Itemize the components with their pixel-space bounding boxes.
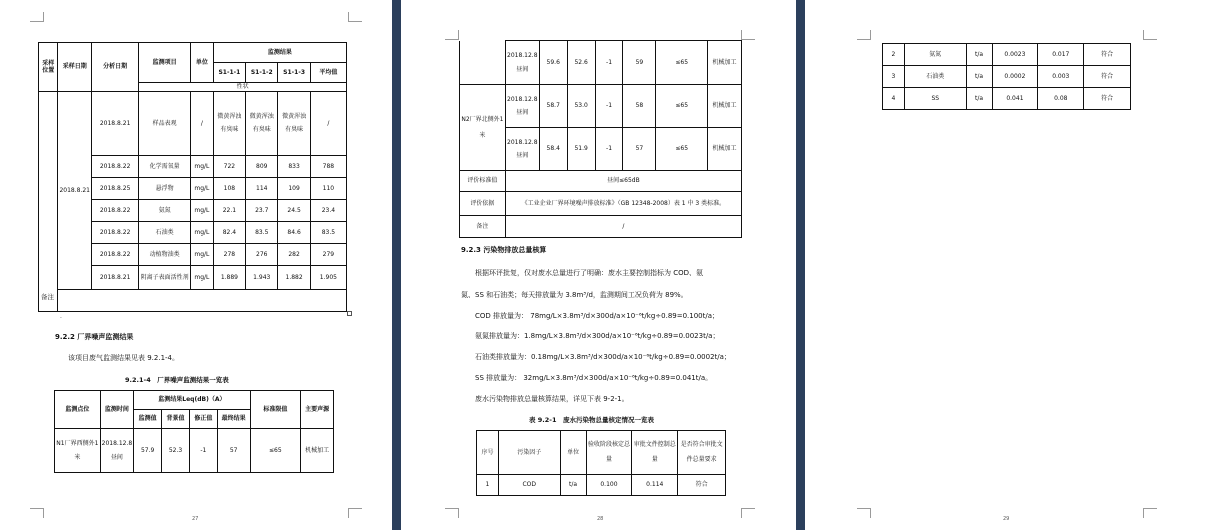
col-header-avg: 平均值 (310, 63, 346, 83)
paragraph: 该项目废气监测结果见表 9.2.1-4。 (68, 354, 180, 362)
col-header-measured: 监测值 (134, 410, 162, 429)
cell: 276 (246, 244, 278, 266)
crop-mark (857, 508, 871, 518)
cell: -1 (189, 429, 217, 473)
cell: 2018.8.21 (91, 266, 138, 290)
crop-mark (1143, 30, 1157, 40)
cell: 氨氮 (139, 200, 191, 222)
cell: 氨氮 (904, 44, 966, 66)
cell: 52.3 (162, 429, 190, 473)
cell: 2018.8.22 (91, 200, 138, 222)
table-row (883, 44, 1131, 66)
document-page-29 (805, 0, 1205, 530)
cell: 23.4 (310, 200, 346, 222)
cell: 昼间≤65dB (505, 171, 741, 192)
crop-mark (857, 30, 871, 40)
col-header-area: 采样位置 (39, 43, 58, 92)
cell: 3 (883, 66, 905, 88)
crop-mark (741, 508, 755, 518)
cell: 0.041 (992, 88, 1038, 110)
col-header-source: 主要声源 (301, 391, 334, 429)
col-header-date: 采样日期 (58, 43, 92, 92)
cell: 84.6 (278, 222, 310, 244)
cell: 51.9 (567, 128, 595, 171)
cell: 评价依据 (460, 192, 506, 216)
cell: 278 (213, 244, 245, 266)
subheader-appearance: 性状 (139, 83, 347, 92)
paragraph-line: 石油类排放量为：0.18mg/L×3.8m³/d×300d/a×10⁻⁶t/kg÷0.89=0.0002t/a； (475, 353, 731, 361)
cell: 282 (278, 244, 310, 266)
cell: mg/L (190, 178, 213, 200)
cell: 0.017 (1038, 44, 1084, 66)
cell: 24.5 (278, 200, 310, 222)
cell: / (310, 92, 346, 156)
table-row (460, 85, 742, 128)
cell: t/a (966, 66, 992, 88)
page-number: 27 (192, 516, 199, 522)
cell: 阴离子表面活性剂 (139, 266, 191, 290)
cell: 59 (623, 41, 656, 85)
cell: 石油类 (139, 222, 191, 244)
section-heading: 9.2.2 厂界噪声监测结果 (55, 333, 134, 341)
noise-results-table (54, 390, 334, 473)
crop-mark (1143, 508, 1157, 518)
cell: 110 (310, 178, 346, 200)
cell: 悬浮物 (139, 178, 191, 200)
cell: 1.905 (310, 266, 346, 290)
cell: 809 (246, 156, 278, 178)
table-row (883, 66, 1131, 88)
cell: ≤65 (250, 429, 301, 473)
cell: 83.5 (310, 222, 346, 244)
cell: ≤65 (656, 85, 708, 128)
table-resize-handle[interactable] (347, 311, 352, 316)
cell: 机械加工 (708, 128, 742, 171)
cell: 机械加工 (708, 85, 742, 128)
cell: 评价标准值 (460, 171, 506, 192)
cell: 22.1 (213, 200, 245, 222)
table-row (39, 92, 347, 156)
cell: 备注 (460, 216, 506, 238)
cell: 样品表观 (139, 92, 191, 156)
col-header-time: 监测时间 (100, 391, 134, 429)
col-header-s3: S1-1-3 (278, 63, 310, 83)
cell: COD (498, 475, 560, 496)
cell: 2018.12.8昼间 (100, 429, 134, 473)
table-row (460, 171, 742, 192)
col-header-background: 背景值 (162, 410, 190, 429)
col-header-item: 监测项目 (139, 43, 191, 83)
cell: 833 (278, 156, 310, 178)
cell: 1 (477, 475, 499, 496)
cell: 58.4 (539, 128, 567, 171)
section-heading: 9.2.3 污染物排放总量核算 (461, 246, 547, 254)
col-header-approve: 审批文件控制总量 (632, 431, 678, 475)
cell: mg/L (190, 200, 213, 222)
cell: 57 (217, 429, 250, 473)
cell: 57.9 (134, 429, 162, 473)
cell: 微黄浑浊有臭味 (246, 92, 278, 156)
wastewater-results-table (38, 42, 347, 312)
cell: -1 (595, 128, 623, 171)
cell: 722 (213, 156, 245, 178)
table-row (460, 192, 742, 216)
pollutant-total-table (476, 430, 726, 496)
paragraph-line: 根据环评批复，仅对废水总量进行了明确：废水主要控制指标为 COD、氨 (475, 269, 704, 277)
cell: 83.5 (246, 222, 278, 244)
col-header-ok: 是否符合审批文件总量要求 (678, 431, 726, 475)
cell: 2018.12.8昼间 (505, 85, 539, 128)
col-header-no: 序号 (477, 431, 499, 475)
cell: N2厂界北侧外1米 (460, 85, 506, 171)
cell: 化学需氧量 (139, 156, 191, 178)
cell: 1.889 (213, 266, 245, 290)
cell: 符合 (1084, 66, 1131, 88)
col-header-correction: 修正值 (189, 410, 217, 429)
col-header-final: 最终结果 (217, 410, 250, 429)
cell: 0.0023 (992, 44, 1038, 66)
cell: N1厂界西侧外1米 (55, 429, 101, 473)
cell: mg/L (190, 156, 213, 178)
cell: 0.0002 (992, 66, 1038, 88)
cell: mg/L (190, 266, 213, 290)
cell: 57 (623, 128, 656, 171)
cell: / (190, 92, 213, 156)
crop-mark (30, 12, 44, 22)
cell: 2018.8.22 (91, 244, 138, 266)
col-header-analysis-date: 分析日期 (91, 43, 138, 92)
noise-results-table-continued (459, 40, 742, 238)
col-header-point: 监测点位 (55, 391, 101, 429)
col-header-unit: 单位 (190, 43, 213, 83)
paragraph-line: 氮、SS 和石油类；每天排放量为 3.8m³/d，监测期间工况负荷为 89%。 (461, 291, 688, 299)
cell: 4 (883, 88, 905, 110)
cell: 0.100 (586, 475, 632, 496)
table-caption: 表 9.2-1 废水污染物总量核定情况一览表 (529, 416, 654, 424)
cell: 109 (278, 178, 310, 200)
cell: 2018.8.21 (91, 92, 138, 156)
col-header-result: 监测结果Leq(dB)（A） (134, 391, 250, 410)
document-page-27 (0, 0, 392, 530)
cell: 82.4 (213, 222, 245, 244)
cell: 2018.12.8昼间 (505, 41, 539, 85)
cell: ≤65 (656, 41, 708, 85)
cell: 动植物油类 (139, 244, 191, 266)
paragraph-line: 废水污染物排放总量核算结果，详见下表 9-2-1。 (475, 395, 629, 403)
page-number: 29 (1003, 516, 1010, 522)
table-row (460, 216, 742, 238)
cell: 53.0 (567, 85, 595, 128)
cell: 114 (246, 178, 278, 200)
cell: 微黄浑浊有臭味 (213, 92, 245, 156)
paragraph-mark: . (60, 313, 62, 320)
cell: 2018.8.22 (91, 156, 138, 178)
cell: 2018.8.25 (91, 178, 138, 200)
crop-mark (30, 508, 44, 518)
cell: 23.7 (246, 200, 278, 222)
cell: 《工业企业厂界环境噪声排放标准》（GB 12348-2008）表 1 中 3 类标准。 (505, 192, 741, 216)
table-row (477, 475, 726, 496)
cell: 2018.12.8昼间 (505, 128, 539, 171)
cell: 0.003 (1038, 66, 1084, 88)
table-row (55, 429, 334, 473)
col-header-s1: S1-1-1 (213, 63, 245, 83)
cell: 788 (310, 156, 346, 178)
cell: -1 (595, 85, 623, 128)
cell: 符合 (678, 475, 726, 496)
cell: 2 (883, 44, 905, 66)
cell: 108 (213, 178, 245, 200)
cell: 0.08 (1038, 88, 1084, 110)
pollutant-total-table-continued (882, 43, 1131, 110)
crop-mark (445, 30, 459, 40)
col-header-s2: S1-1-2 (246, 63, 278, 83)
cell: 279 (310, 244, 346, 266)
crop-mark (348, 12, 362, 22)
page-number: 28 (597, 516, 604, 522)
cell: 59.6 (539, 41, 567, 85)
cell: 石油类 (904, 66, 966, 88)
cell: mg/L (190, 222, 213, 244)
cell: SS (904, 88, 966, 110)
cell: 符合 (1084, 44, 1131, 66)
cell: 52.6 (567, 41, 595, 85)
paragraph-line: COD 排放量为： 78mg/L×3.8m³/d×300d/a×10⁻⁶t/kg÷0.89=0.100t/a； (475, 312, 720, 320)
remark-label: 备注 (41, 293, 54, 301)
sampling-date-cell: 2018.8.21 (58, 92, 92, 290)
col-header-result: 监测结果 (213, 43, 346, 63)
cell: t/a (560, 475, 586, 496)
crop-mark (348, 508, 362, 518)
cell: / (505, 216, 741, 238)
cell: 58 (623, 85, 656, 128)
cell: mg/L (190, 244, 213, 266)
table-row (39, 290, 347, 312)
crop-mark (741, 30, 755, 40)
cell: 1.943 (246, 266, 278, 290)
table-row (883, 88, 1131, 110)
cell: 微黄浑浊有臭味 (278, 92, 310, 156)
cell: 1.882 (278, 266, 310, 290)
paragraph-line: SS 排放量为： 32mg/L×3.8m³/d×300d/a×10⁻⁶t/kg÷0.89=0.041t/a。 (475, 374, 713, 382)
col-header-unit: 单位 (560, 431, 586, 475)
table-caption: 9.2.1-4 厂界噪声监测结果一览表 (125, 376, 229, 384)
cell: ≤65 (656, 128, 708, 171)
table-row (460, 41, 742, 85)
cell: 机械加工 (708, 41, 742, 85)
col-header-factor: 污染因子 (498, 431, 560, 475)
cell: t/a (966, 44, 992, 66)
cell: 2018.8.22 (91, 222, 138, 244)
cell: -1 (595, 41, 623, 85)
cell: 0.114 (632, 475, 678, 496)
col-header-std: 标准限值 (250, 391, 301, 429)
cell: t/a (966, 88, 992, 110)
paragraph-line: 氨氮排放量为：1.8mg/L×3.8m³/d×300d/a×10⁻⁶t/kg÷0.89=0.0023t/a； (475, 332, 720, 340)
cell: 机械加工 (301, 429, 334, 473)
col-header-check: 验收阶段核定总量 (586, 431, 632, 475)
crop-mark (445, 508, 459, 518)
document-page-28 (401, 0, 796, 530)
cell: 符合 (1084, 88, 1131, 110)
cell: 58.7 (539, 85, 567, 128)
